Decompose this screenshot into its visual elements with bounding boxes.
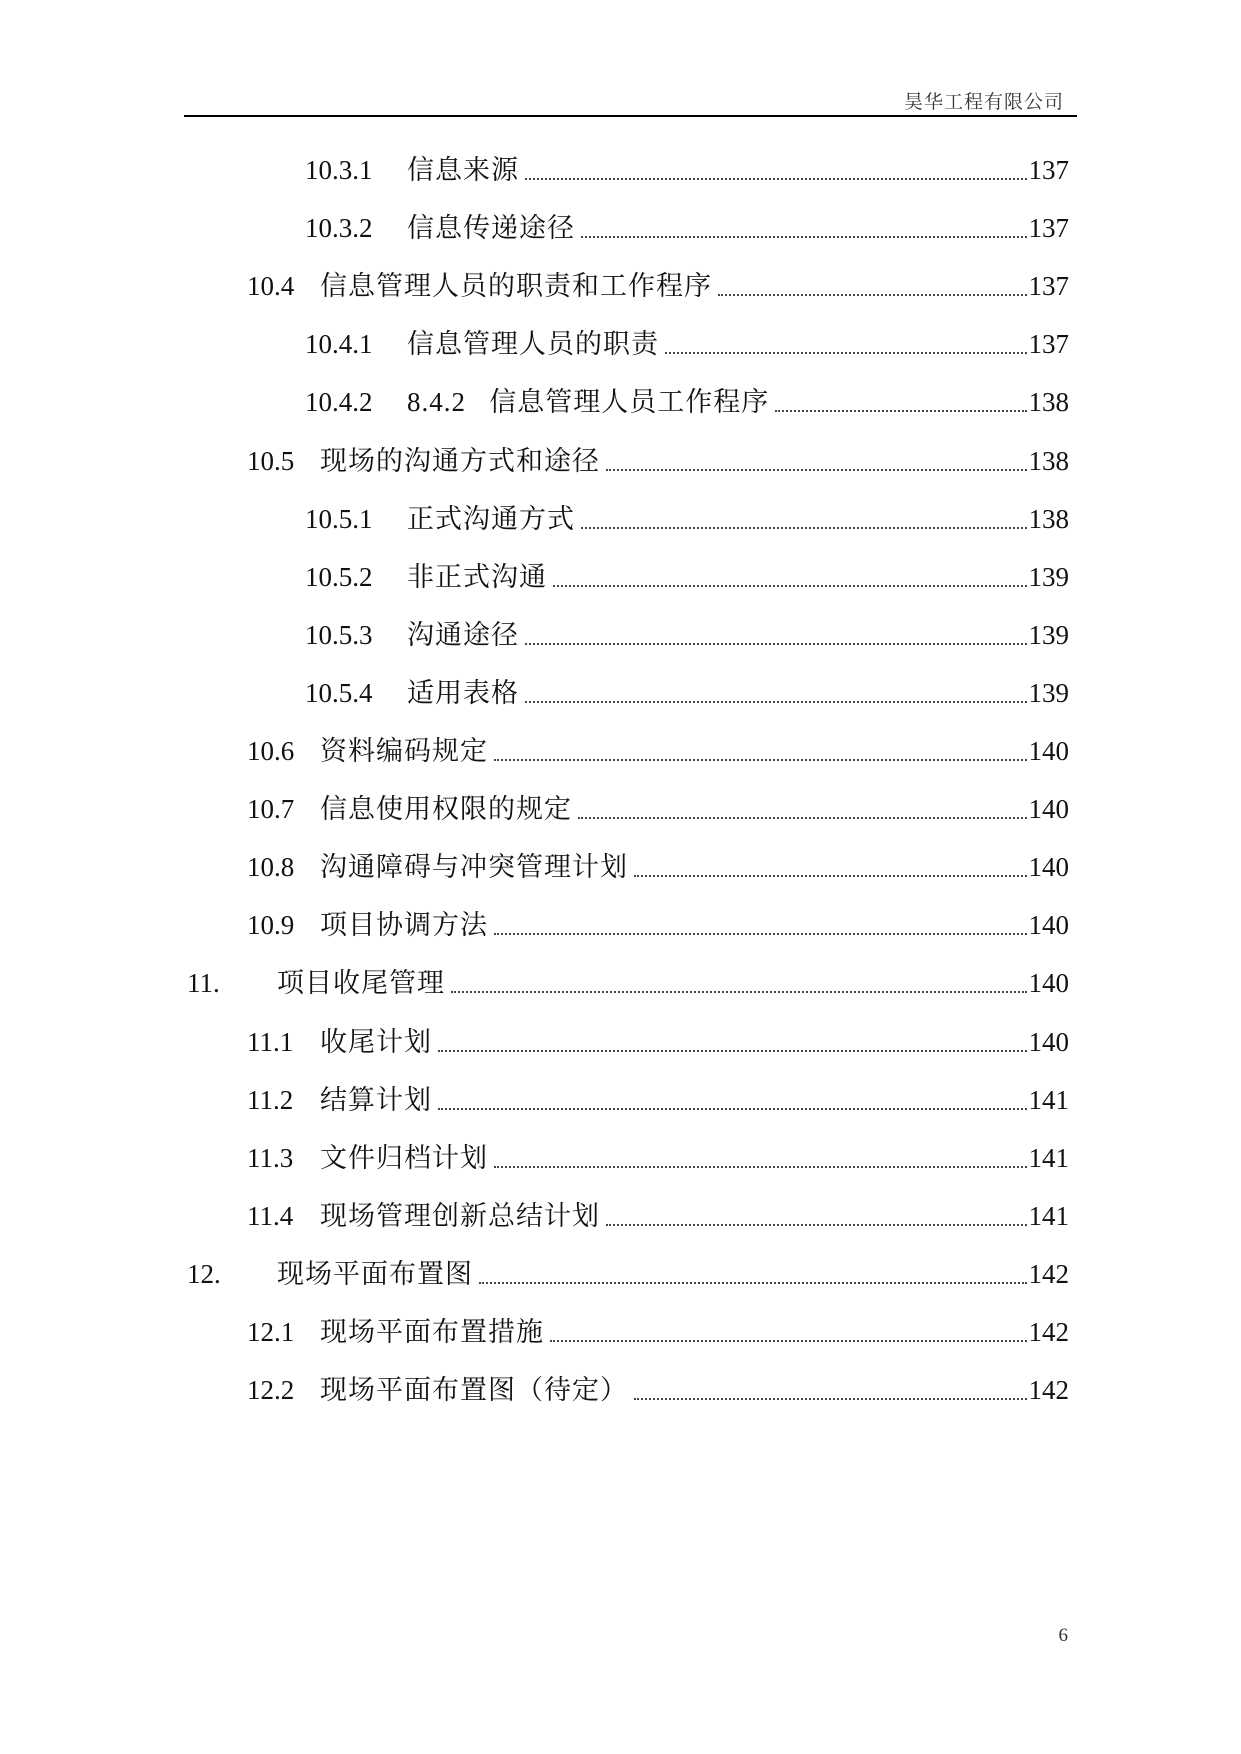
toc-entry-page: 142 <box>1028 1375 1069 1406</box>
toc-entry[interactable] <box>0 441 1069 481</box>
toc-dot-leader <box>479 1282 1027 1284</box>
toc-entry-page: 141 <box>1028 1200 1069 1231</box>
toc-entry[interactable] <box>0 1022 1069 1062</box>
toc-entry-number: 11. <box>187 968 220 999</box>
toc-dot-leader <box>525 643 1027 645</box>
toc-entry-title: 收尾计划 <box>320 1026 432 1057</box>
toc-entry-page: 138 <box>1028 387 1069 418</box>
toc-entry-title: 非正式沟通 <box>407 561 547 592</box>
toc-dot-leader <box>494 759 1027 761</box>
toc-entry-number: 10.5.1 <box>305 503 373 534</box>
toc-entry-number: 10.4.1 <box>305 329 373 360</box>
toc-entry-title: 资料编码规定 <box>320 736 488 766</box>
toc-dot-leader <box>634 1398 1027 1400</box>
page-number: 6 <box>1058 1625 1068 1646</box>
toc-entry[interactable] <box>0 731 1069 771</box>
toc-entry-number: 12.1 <box>247 1317 295 1347</box>
toc-entry-page: 139 <box>1028 619 1069 650</box>
toc-dot-leader <box>665 352 1027 354</box>
toc-entry-number: 11.3 <box>247 1142 294 1173</box>
toc-entry[interactable] <box>0 1312 1069 1352</box>
toc-entry-number: 10.5 <box>247 445 295 476</box>
toc-entry-page: 140 <box>1028 736 1069 766</box>
toc-entry-page: 139 <box>1028 677 1069 708</box>
toc-entry-page: 137 <box>1028 155 1069 185</box>
toc-entry[interactable] <box>0 1196 1069 1236</box>
toc-entry[interactable] <box>0 963 1069 1003</box>
toc-entry-page: 141 <box>1028 1142 1069 1173</box>
toc-entry-number: 10.7 <box>247 794 295 825</box>
toc-entry-title: 信息使用权限的规定 <box>320 794 572 825</box>
toc-entry-title: 结算计划 <box>320 1084 432 1115</box>
toc-entry-number: 10.8 <box>247 852 295 883</box>
toc-entry-title: 沟通途径 <box>407 619 519 650</box>
toc-entry-page: 140 <box>1028 910 1069 941</box>
toc-dot-leader <box>525 701 1027 703</box>
toc-entry-page: 141 <box>1028 1084 1069 1115</box>
toc-entry-page: 137 <box>1028 213 1069 244</box>
toc-entry-number: 10.9 <box>247 910 295 941</box>
toc-entry[interactable] <box>0 847 1069 887</box>
toc-dot-leader <box>525 178 1027 180</box>
toc-entry-title: 沟通障碍与冲突管理计划 <box>320 852 628 883</box>
toc-dot-leader <box>581 527 1027 529</box>
toc-entry[interactable] <box>0 557 1069 597</box>
toc-entry-title: 正式沟通方式 <box>407 503 575 534</box>
toc-entry-title: 现场平面布置图 <box>277 1258 473 1289</box>
toc-entry[interactable] <box>0 150 1069 190</box>
toc-entry-title: 现场的沟通方式和途径 <box>320 445 600 476</box>
toc-dot-leader <box>438 1108 1027 1110</box>
toc-entry[interactable] <box>0 905 1069 945</box>
toc-entry[interactable] <box>0 208 1069 248</box>
toc-entry-title: 项目协调方法 <box>320 910 488 941</box>
toc-entry-page: 138 <box>1028 445 1069 476</box>
toc-entry-title: 8.4.2 信息管理人员工作程序 <box>407 387 770 418</box>
toc-entry-number: 11.4 <box>247 1200 294 1231</box>
toc-entry-title: 现场管理创新总结计划 <box>320 1200 600 1231</box>
toc-entry[interactable] <box>0 1370 1069 1410</box>
toc-entry[interactable] <box>0 324 1069 364</box>
toc-dot-leader <box>581 236 1027 238</box>
toc-entry-page: 142 <box>1028 1258 1069 1289</box>
toc-entry-title: 信息管理人员的职责和工作程序 <box>320 271 712 302</box>
toc-entry-page: 140 <box>1028 794 1069 825</box>
toc-dot-leader <box>775 410 1026 412</box>
header-company-name: 昊华工程有限公司 <box>903 92 1064 113</box>
toc-entry[interactable] <box>0 1080 1069 1120</box>
toc-entry-page: 139 <box>1028 561 1069 592</box>
toc-dot-leader <box>494 933 1027 935</box>
toc-entry-title: 现场平面布置图（待定） <box>320 1375 628 1406</box>
toc-entry-number: 10.5.4 <box>305 677 373 708</box>
toc-entry-page: 140 <box>1028 852 1069 883</box>
toc-entry-number: 12. <box>187 1258 221 1289</box>
toc-dot-leader <box>634 875 1027 877</box>
toc-dot-leader <box>718 294 1027 296</box>
toc-entry-title: 信息来源 <box>407 155 519 185</box>
toc-entry-page: 138 <box>1028 503 1069 534</box>
toc-dot-leader <box>550 1340 1027 1342</box>
toc-entry-number: 10.4 <box>247 271 295 302</box>
toc-dot-leader <box>451 991 1027 993</box>
toc-entry-number: 10.4.2 <box>305 387 373 418</box>
toc-entry[interactable] <box>0 789 1069 829</box>
toc-entry-number: 10.6 <box>247 736 295 766</box>
toc-entry-number: 11.1 <box>247 1026 294 1057</box>
toc-entry-page: 140 <box>1028 968 1069 999</box>
toc-entry-number: 11.2 <box>247 1084 294 1115</box>
toc-entry-number: 10.3.2 <box>305 213 373 244</box>
toc-entry-page: 137 <box>1028 271 1069 302</box>
toc-entry[interactable] <box>0 266 1069 306</box>
toc-entry[interactable] <box>0 1138 1069 1178</box>
toc-entry[interactable] <box>0 1254 1069 1294</box>
toc-entry-number: 10.3.1 <box>305 155 373 185</box>
toc-entry-title: 适用表格 <box>407 677 519 708</box>
toc-entry-title: 项目收尾管理 <box>277 968 445 999</box>
toc-entry-title: 现场平面布置措施 <box>320 1317 544 1347</box>
toc-dot-leader <box>606 469 1027 471</box>
toc-entry-number: 10.5.3 <box>305 619 373 650</box>
toc-entry-title: 信息传递途径 <box>407 213 575 244</box>
toc-dot-leader <box>578 817 1027 819</box>
toc-entry[interactable] <box>0 499 1069 539</box>
toc-entry[interactable] <box>0 673 1069 713</box>
toc-dot-leader <box>553 585 1027 587</box>
toc-dot-leader <box>438 1050 1027 1052</box>
toc-entry-page: 137 <box>1028 329 1069 360</box>
toc-entry[interactable] <box>0 615 1069 655</box>
toc-entry-number: 10.5.2 <box>305 561 373 592</box>
header-divider <box>184 115 1077 117</box>
toc-dot-leader <box>494 1166 1027 1168</box>
toc-entry-page: 142 <box>1028 1317 1069 1347</box>
toc-entry[interactable] <box>0 382 1069 422</box>
toc-entry-title: 文件归档计划 <box>320 1142 488 1173</box>
toc-entry-title: 信息管理人员的职责 <box>407 329 659 360</box>
toc-entry-page: 140 <box>1028 1026 1069 1057</box>
toc-dot-leader <box>606 1224 1027 1226</box>
toc-entry-number: 12.2 <box>247 1375 295 1406</box>
